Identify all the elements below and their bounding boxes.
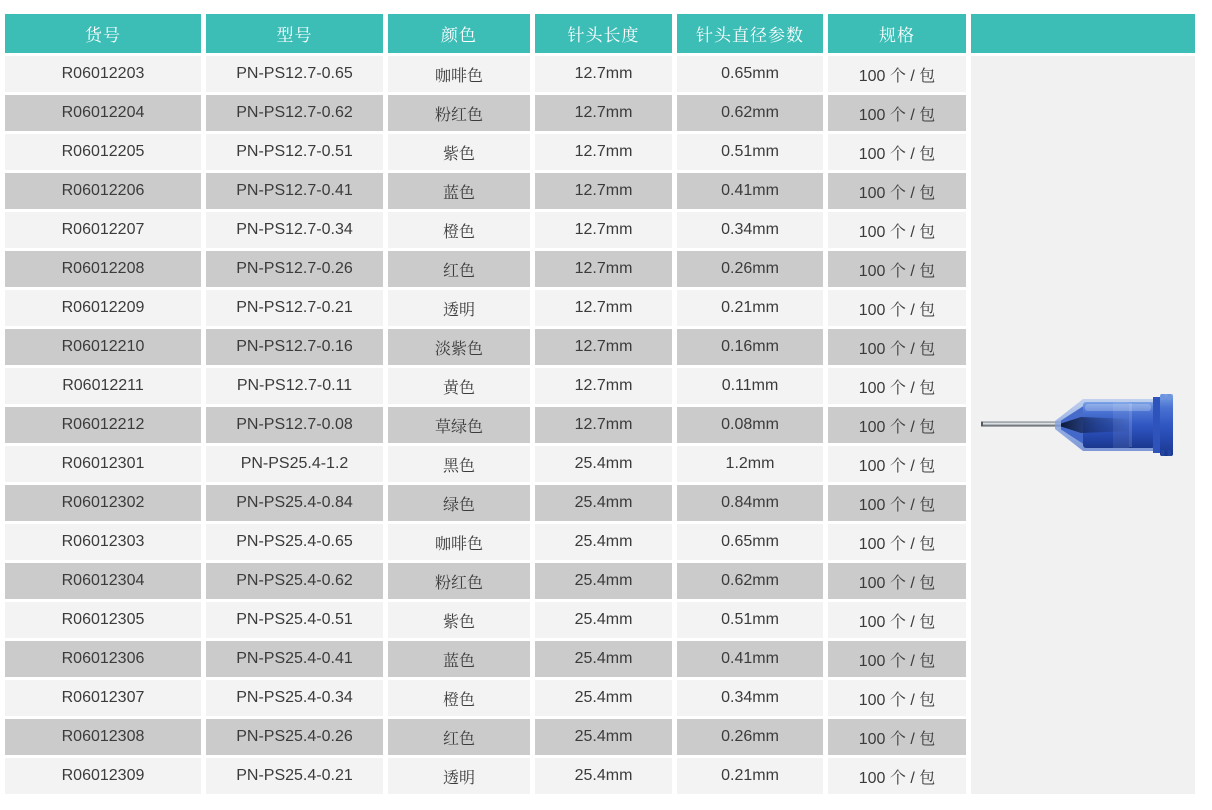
cell-needle-length: 12.7mm: [535, 329, 672, 365]
cell-spec: 100 个 / 包: [828, 524, 966, 560]
cell-item-no: R06012306: [5, 641, 201, 677]
cell-color: 粉红色: [388, 95, 530, 131]
cell-needle-length: 12.7mm: [535, 290, 672, 326]
cell-needle-length: 25.4mm: [535, 485, 672, 521]
cell-model: PN-PS25.4-0.21: [206, 758, 383, 794]
cell-needle-diameter: 0.41mm: [677, 641, 823, 677]
cell-needle-length: 25.4mm: [535, 680, 672, 716]
cell-spec: 100 个 / 包: [828, 212, 966, 248]
cell-needle-diameter: 1.2mm: [677, 446, 823, 482]
cell-item-no: R06012212: [5, 407, 201, 443]
product-image-cell: [971, 56, 1195, 794]
cell-color: 红色: [388, 251, 530, 287]
cell-model: PN-PS12.7-0.41: [206, 173, 383, 209]
cell-needle-diameter: 0.62mm: [677, 95, 823, 131]
cell-needle-diameter: 0.34mm: [677, 680, 823, 716]
cell-color: 橙色: [388, 212, 530, 248]
cell-spec: 100 个 / 包: [828, 602, 966, 638]
cell-model: PN-PS25.4-1.2: [206, 446, 383, 482]
cell-item-no: R06012203: [5, 56, 201, 92]
table-body: [5, 56, 1195, 794]
cell-color: 透明: [388, 290, 530, 326]
cell-model: PN-PS12.7-0.51: [206, 134, 383, 170]
header-item-no: 货号: [5, 14, 201, 53]
cell-needle-diameter: 0.51mm: [677, 134, 823, 170]
cell-needle-diameter: 0.84mm: [677, 485, 823, 521]
cell-needle-length: 25.4mm: [535, 602, 672, 638]
cell-needle-length: 12.7mm: [535, 134, 672, 170]
cell-spec: 100 个 / 包: [828, 407, 966, 443]
cell-needle-length: 12.7mm: [535, 173, 672, 209]
cell-spec: 100 个 / 包: [828, 56, 966, 92]
cell-needle-length: 12.7mm: [535, 95, 672, 131]
cell-needle-diameter: 0.11mm: [677, 368, 823, 404]
cell-model: PN-PS12.7-0.16: [206, 329, 383, 365]
cell-spec: 100 个 / 包: [828, 173, 966, 209]
cell-spec: 100 个 / 包: [828, 251, 966, 287]
cell-needle-length: 12.7mm: [535, 212, 672, 248]
cell-item-no: R06012301: [5, 446, 201, 482]
cell-needle-diameter: 0.62mm: [677, 563, 823, 599]
header-color: 颜色: [388, 14, 530, 53]
product-spec-page: [0, 11, 1212, 810]
cell-color: 咖啡色: [388, 56, 530, 92]
cell-needle-diameter: 0.26mm: [677, 719, 823, 755]
cell-needle-length: 12.7mm: [535, 368, 672, 404]
cell-needle-length: 25.4mm: [535, 524, 672, 560]
cell-needle-diameter: 0.41mm: [677, 173, 823, 209]
cell-model: PN-PS25.4-0.84: [206, 485, 383, 521]
cell-item-no: R06012209: [5, 290, 201, 326]
cell-color: 淡紫色: [388, 329, 530, 365]
cell-needle-diameter: 0.34mm: [677, 212, 823, 248]
header-needle-length: 针头长度: [535, 14, 672, 53]
cell-item-no: R06012205: [5, 134, 201, 170]
cell-model: PN-PS12.7-0.08: [206, 407, 383, 443]
product-spec-table: [0, 11, 1200, 797]
cell-needle-diameter: 0.51mm: [677, 602, 823, 638]
cell-needle-diameter: 0.65mm: [677, 56, 823, 92]
cell-item-no: R06012307: [5, 680, 201, 716]
blue-dispensing-needle-photo: [971, 56, 1195, 794]
cell-needle-diameter: 0.21mm: [677, 758, 823, 794]
cell-needle-length: 25.4mm: [535, 563, 672, 599]
cell-needle-length: 25.4mm: [535, 719, 672, 755]
cell-spec: 100 个 / 包: [828, 758, 966, 794]
cell-needle-length: 25.4mm: [535, 641, 672, 677]
cell-model: PN-PS12.7-0.21: [206, 290, 383, 326]
cell-color: 蓝色: [388, 641, 530, 677]
cell-color: 透明: [388, 758, 530, 794]
table-header-row: [5, 14, 1195, 53]
cell-item-no: R06012210: [5, 329, 201, 365]
cell-spec: 100 个 / 包: [828, 485, 966, 521]
cell-color: 黄色: [388, 368, 530, 404]
cell-model: PN-PS25.4-0.26: [206, 719, 383, 755]
cell-needle-length: 25.4mm: [535, 758, 672, 794]
cell-model: PN-PS25.4-0.51: [206, 602, 383, 638]
cell-needle-length: 25.4mm: [535, 446, 672, 482]
cell-color: 草绿色: [388, 407, 530, 443]
cell-needle-diameter: 0.16mm: [677, 329, 823, 365]
cell-item-no: R06012303: [5, 524, 201, 560]
cell-color: 黑色: [388, 446, 530, 482]
cell-color: 紫色: [388, 134, 530, 170]
cell-needle-diameter: 0.65mm: [677, 524, 823, 560]
cell-spec: 100 个 / 包: [828, 368, 966, 404]
cell-spec: 100 个 / 包: [828, 329, 966, 365]
cell-spec: 100 个 / 包: [828, 134, 966, 170]
cell-item-no: R06012304: [5, 563, 201, 599]
cell-needle-length: 12.7mm: [535, 251, 672, 287]
cell-color: 橙色: [388, 680, 530, 716]
cell-item-no: R06012206: [5, 173, 201, 209]
cell-model: PN-PS25.4-0.34: [206, 680, 383, 716]
cell-color: 绿色: [388, 485, 530, 521]
cell-item-no: R06012207: [5, 212, 201, 248]
cell-needle-diameter: 0.21mm: [677, 290, 823, 326]
cell-model: PN-PS25.4-0.41: [206, 641, 383, 677]
cell-color: 粉红色: [388, 563, 530, 599]
cell-color: 红色: [388, 719, 530, 755]
cell-model: PN-PS12.7-0.65: [206, 56, 383, 92]
cell-needle-diameter: 0.08mm: [677, 407, 823, 443]
cell-spec: 100 个 / 包: [828, 95, 966, 131]
cell-color: 紫色: [388, 602, 530, 638]
cell-needle-length: 12.7mm: [535, 407, 672, 443]
cell-needle-diameter: 0.26mm: [677, 251, 823, 287]
cell-item-no: R06012309: [5, 758, 201, 794]
cell-model: PN-PS12.7-0.26: [206, 251, 383, 287]
header-image-panel: [971, 14, 1195, 53]
cell-model: PN-PS12.7-0.11: [206, 368, 383, 404]
cell-color: 咖啡色: [388, 524, 530, 560]
cell-model: PN-PS25.4-0.65: [206, 524, 383, 560]
cell-item-no: R06012211: [5, 368, 201, 404]
cell-model: PN-PS25.4-0.62: [206, 563, 383, 599]
cell-item-no: R06012302: [5, 485, 201, 521]
table-row: [5, 56, 1195, 92]
header-spec: 规格: [828, 14, 966, 53]
cell-spec: 100 个 / 包: [828, 641, 966, 677]
cell-item-no: R06012308: [5, 719, 201, 755]
cell-color: 蓝色: [388, 173, 530, 209]
cell-item-no: R06012204: [5, 95, 201, 131]
cell-model: PN-PS12.7-0.34: [206, 212, 383, 248]
cell-spec: 100 个 / 包: [828, 680, 966, 716]
cell-model: PN-PS12.7-0.62: [206, 95, 383, 131]
cell-spec: 100 个 / 包: [828, 290, 966, 326]
cell-spec: 100 个 / 包: [828, 446, 966, 482]
header-model: 型号: [206, 14, 383, 53]
header-needle-diameter: 针头直径参数: [677, 14, 823, 53]
cell-spec: 100 个 / 包: [828, 719, 966, 755]
cell-item-no: R06012305: [5, 602, 201, 638]
cell-needle-length: 12.7mm: [535, 56, 672, 92]
cell-spec: 100 个 / 包: [828, 563, 966, 599]
cell-item-no: R06012208: [5, 251, 201, 287]
